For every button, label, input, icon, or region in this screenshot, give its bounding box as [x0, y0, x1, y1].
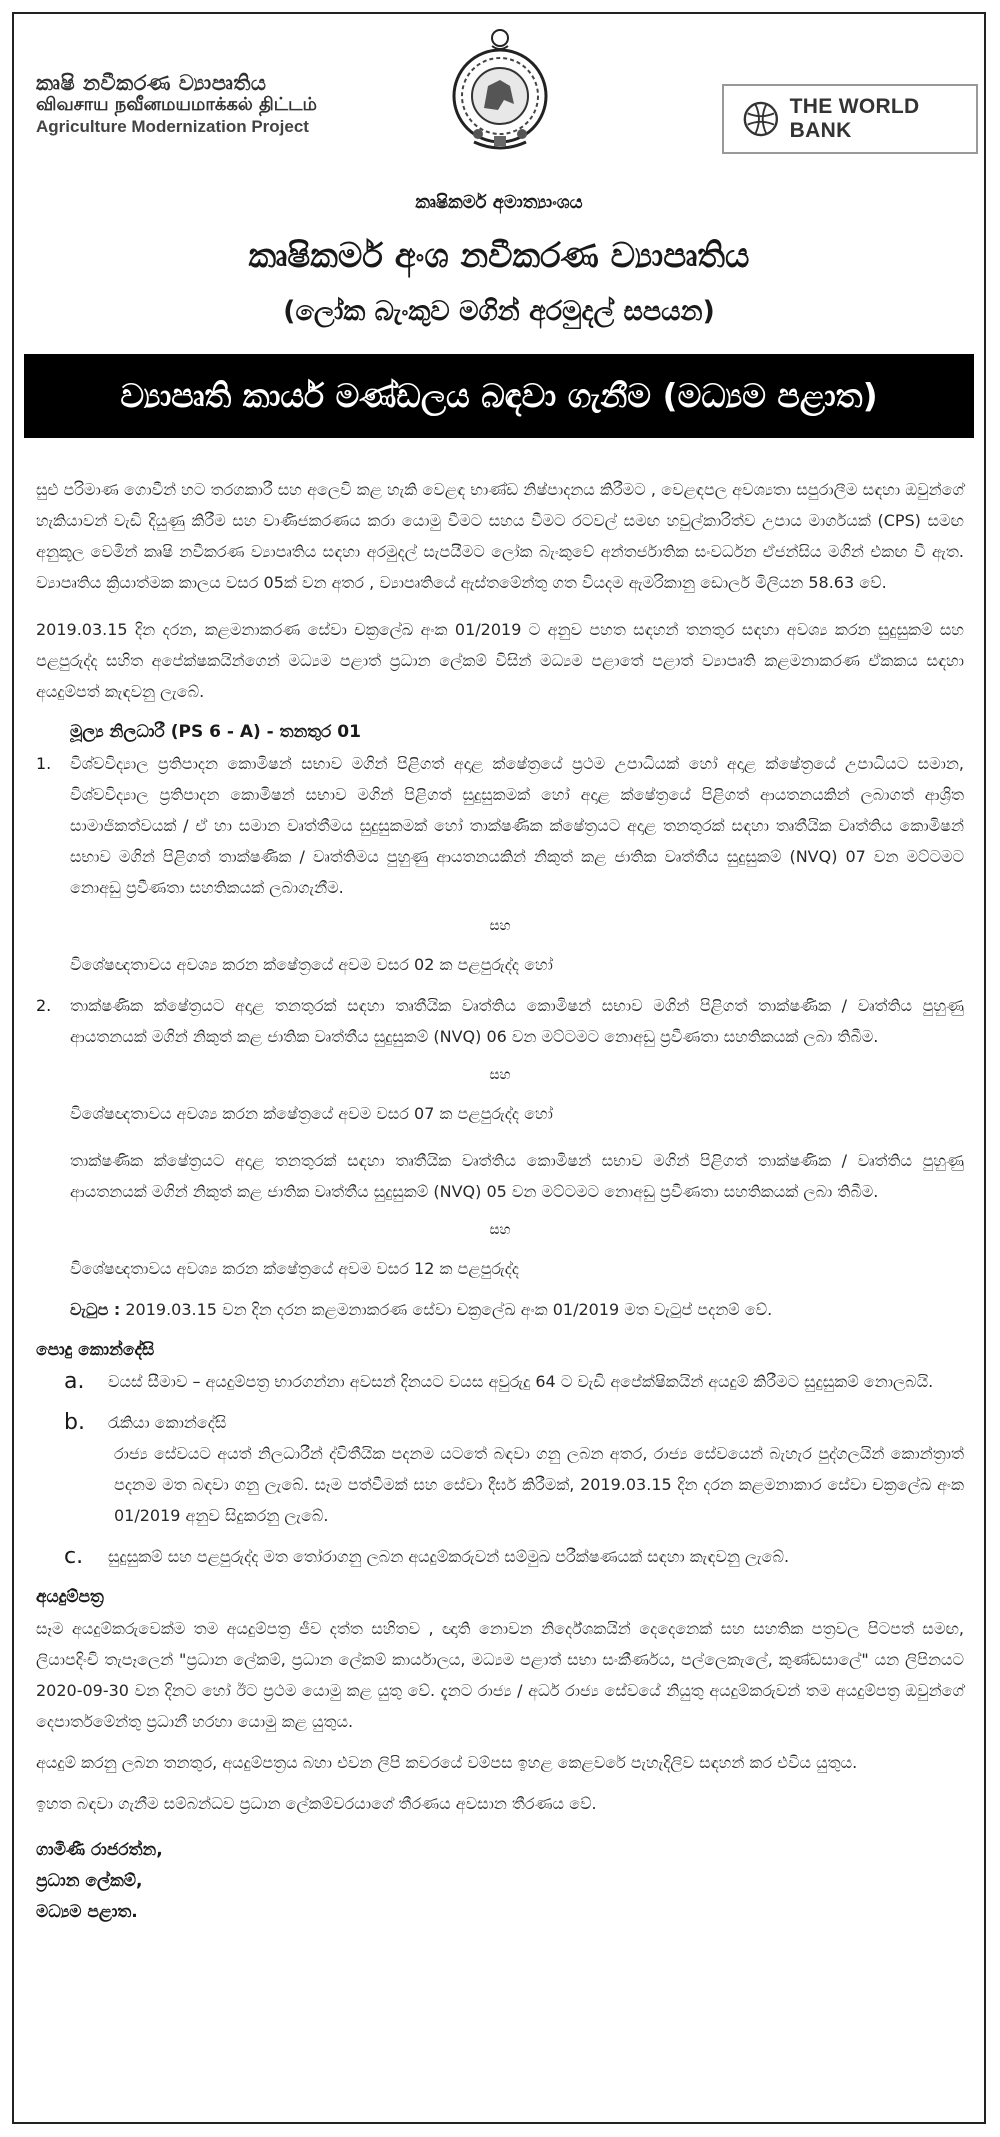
qualification-1	[36, 748, 964, 903]
experience-2: විශේෂඥතාවය අවශ්‍ය කරන ක්ෂේත්‍රයේ අවම වසර 07 ක පළපුරුද්ද හෝ	[70, 1104, 553, 1123]
application-paragraph-2: අයදුම් කරනු ලබන තනතුර, අයදුම්පත්‍රය බහා එවන ලිපි කවරයේ වම්පස ඉහළ කෙළවරේ පැහැදිලිව සඳහන් කර එවිය යුතුය.	[36, 1753, 858, 1772]
salary-label: වැටුප :	[70, 1300, 121, 1319]
and-separator: සහ	[489, 1222, 511, 1238]
condition-text: වයස් සීමාව – අයදුම්පත්‍ර භාරගන්නා අවසන් දිනයට වයස අවුරුදු 64 ට වැඩි අපේක්ෂිකයින් අයදුම් කිරීමට සුදුසුකම් නොලබයි.	[108, 1372, 934, 1391]
and-separator: සහ	[489, 1067, 511, 1083]
general-conditions-heading: පොදු කොන්දේසි	[36, 1340, 155, 1360]
recruitment-banner: ව්‍යාපෘති කාර්ය මණ්ඩලය බඳවා ගැනීම (මධ්‍යම පළාත)	[24, 354, 974, 438]
project-title: කෘෂිකර්ම අංශ නවීකරණ ව්‍යාපෘතිය	[248, 236, 750, 276]
condition-a	[36, 1366, 964, 1397]
sri-lanka-emblem-icon	[444, 24, 556, 159]
condition-b	[36, 1407, 964, 1438]
amp-logo-english: Agriculture Modernization Project	[36, 117, 309, 136]
experience-1: විශේෂඥතාවය අවශ්‍ය කරන ක්ෂේත්‍රයේ අවම වසර 02 ක පළපුරුද්ද හෝ	[70, 955, 553, 974]
intro-paragraph-2: 2019.03.15 දින දරන, කළමනාකරණ සේවා චක්‍රලේඛ අංක 01/2019 ට අනුව පහත සඳහන් තනතුර සඳහා අවශ්‍ය කරන සුදුසුකම් සහ පළපුරුද්ද සහිත අපේක්ෂකයින්ගෙන් මධ්‍යම පළාත් ප්‍රධාන ලේකම් විසින් මධ්‍යම පළාතේ පළාත් ව්‍යාපෘති කළමනාකරණ ඒකකය සඳහා අයදුම්පත් කැඳවනු ලැබේ.	[36, 620, 964, 701]
header	[14, 14, 984, 213]
condition-c	[36, 1541, 964, 1572]
condition-letter: a.	[64, 1369, 85, 1394]
qualification-number: 1.	[36, 754, 52, 773]
condition-text: සුදුසුකම් සහ පළපුරුද්ද මත තෝරාගනු ලබන අයදුම්කරුවන් සම්මුඛ පරීක්ෂණයක් සඳහා කැඳවනු ලැබේ.	[108, 1547, 790, 1566]
condition-title: රැකියා කොන්දේසි	[108, 1413, 227, 1432]
applications-heading: අයදුම්පත්‍ර	[36, 1587, 104, 1607]
position-heading: මූල්‍ය නිලධාරී (PS 6 - A) - තනතුර 01	[70, 722, 361, 742]
condition-b-text: රාජ්‍ය සේවයට අයත් නිලධාරීන් ද්විතීයික පදනම යටතේ බඳවා ගනු ලබන අතර, රාජ්‍ය සේවයෙන් බැහැර පුද්ගලයින් කොන්ත්‍රාත් පදනම මත බඳවා ගනු ලැබේ. සෑම පත්වීමක් සහ සේවා දීර්ඝ කිරීමක්, 2019.03.15 දින දරන කළමනාකාර සේවා චක්‍රලේඛ අංක 01/2019 අනුව සිදුකරනු ලැබේ.	[114, 1444, 964, 1525]
globe-icon	[742, 99, 780, 139]
and-separator: සහ	[489, 918, 511, 934]
qualification-text: විශ්වවිද්‍යාල ප්‍රතිපාදන කොමිෂන් සභාව මගින් පිළිගත් අදාළ ක්ෂේත්‍රයේ ප්‍රථම උපාධියක් හෝ අදාළ ක්ෂේත්‍රයේ උපාධියට සමාන, විශ්වවිද්‍යාල ප්‍රතිපාදන කොමිෂන් සභාව මගින් පිළිගත් සුදුසුකමක් හෝ අදාළ ක්ෂේත්‍රයේ පිළිගත් ආයතනයකින් ලබාගත් ආශ්‍රිත සාමාජිකත්වයක් / ඒ හා සමාන වෘත්තීමය සුදුසුකමක් හෝ තාක්ෂණික ක්ෂේත්‍රයට අදාළ තනතුරක් සඳහා තෘතීයික වෘත්තිය කොමිෂන් සභාව මගින් පිළිගත් තාක්ෂණික / වෘත්තිමය පුහුණු ආයතනයකින් නිකුත් කළ ජාතික වෘත්තීය සුදුසුකම් (NVQ) 07 වන මට්ටමට නොඅඩු ප්‍රවීණතා සහතිකයක් ලබාගැනීම.	[70, 754, 964, 897]
salary-text: 2019.03.15 වන දින දරන කළමනාකරණ සේවා චක්‍රලේඛ අංක 01/2019 මත වැටුප් පදනම් වේ.	[125, 1300, 773, 1319]
ministry-name: කෘෂිකර්ම අමාත්‍යාංශය	[415, 192, 583, 213]
amp-logo-sinhala: කෘෂි නවීකරණ ව්‍යාපෘතිය	[36, 71, 267, 95]
qualification-3: තාක්ෂණික ක්ෂේත්‍රයට අදාළ තනතුරක් සඳහා තෘතීයික වෘත්තිය කොමිෂන් සභාව මගින් පිළිගත් තාක්ෂණික / වෘත්තිය පුහුණු ආයතනයක් මගින් නිකුත් කළ ජාතික වෘත්තීය සුදුසුකම් (NVQ) 05 වන මට්ටමට නොඅඩු ප්‍රවීණතා සහතිකයක් ලබා තිබීම.	[70, 1151, 964, 1201]
application-paragraph-3: ඉහත බඳවා ගැනීම සම්බන්ධව ප්‍රධාන ලේකම්වරයාගේ තීරණය අවසාන තීරණය වේ.	[36, 1794, 597, 1813]
amp-logo-tamil: விவசாய நவீனமயமாக்கல் திட்டம்	[36, 94, 317, 115]
qualification-number: 2.	[36, 996, 52, 1015]
signoff-province: මධ්‍යම පළාත.	[36, 1902, 138, 1922]
signoff-title: ප්‍රධාන ලේකම්,	[36, 1871, 143, 1891]
application-paragraph-1: සෑම අයදුම්කරුවෙක්ම තම අයදුම්පත්‍ර ජීව දත්ත සහිතව , ඥාති නොවන නිර්දේශකයින් දෙදෙනෙක් සහ සහතික පත්‍රවල පිටපත් සමඟ, ලියාපදිංචි තැපෑලෙන් "ප්‍රධාන ලේකම්, ප්‍රධාන ලේකම් කාර්යාලය, මධ්‍යම පළාත් සභා සංකීර්ණය, පල්ලෙකැලේ, කුණ්ඩසාලේ" යන ලිපිනයට 2020-09-30 වන දිනට හෝ ඊට ප්‍රථම යොමු කළ යුතු වේ. දැනට රාජ්‍ය / අර්ධ රාජ්‍ය සේවයේ නියුතු අයදුම්කරුවන් තම අයදුම්පත්‍ර ඔවුන්ගේ දෙපාර්තමේන්තු ප්‍රධානී හරහා යොමු කළ යුතුය.	[36, 1619, 964, 1731]
intro-paragraph-1: සුළු පරිමාණ ගොවීන් හට තරගකාරී සහ අලෙවි කළ හැකි වෙළඳ භාණ්ඩ නිෂ්පාදනය කිරීමට , වෙළඳපල අවශ්‍යතා සපුරාලීම සඳහා ඔවුන්ගේ හැකියාවන් වැඩි දියුණු කිරීම සහ වාණිජකරණය කරා යොමු වීමට සහය වීමට රටවල් සමඟ හවුල්කාරිත්ව උපාය මාර්ගයක් (CPS) සමඟ අනුකූල වෙමින් කෘෂි නවීකරණ ව්‍යාපෘතිය සඳහා අරමුදල් සැපයීමට ලෝක බැංකුවේ අන්තර්ජාතික සංවර්ධන ඒජන්සිය මගින් එකඟ වී ඇත. ව්‍යාපෘතිය ක්‍රියාත්මක කාලය වසර 05ක් වන අතර , ව්‍යාපෘතියේ ඇස්තමේන්තු ගත වියදම ඇමරිකානු ඩොලර් මිලියන 58.63 වේ.	[36, 480, 964, 592]
advertisement-page	[12, 12, 986, 2124]
funding-note: (ලෝක බැංකුව මගින් අරමුදල් සපයන)	[283, 296, 715, 327]
world-bank-logo	[722, 84, 978, 154]
salary-line	[36, 1294, 964, 1325]
signoff-name: ගාමිණී රාජරත්න,	[36, 1840, 163, 1860]
world-bank-label: THE WORLD BANK	[789, 95, 920, 142]
advertisement-body	[36, 474, 964, 1928]
amp-logo	[36, 72, 336, 138]
experience-3: විශේෂඥතාවය අවශ්‍ය කරන ක්ෂේත්‍රයේ අවම වසර 12 ක පළපුරුද්ද	[70, 1259, 519, 1278]
condition-letter: b.	[64, 1410, 85, 1435]
qualification-text: තාක්ෂණික ක්ෂේත්‍රයට අදාළ තනතුරක් සඳහා තෘතීයික වෘත්තිය කොමිෂන් සභාව මගින් පිළිගත් තාක්ෂණික / වෘත්තිය පුහුණු ආයතනයක් මගින් නිකුත් කළ ජාතික වෘත්තීය සුදුසුකම් (NVQ) 06 වන මට්ටමට නොඅඩු ප්‍රවීණතා සහතිකයක් ලබා තිබීම.	[70, 996, 964, 1046]
qualification-2	[36, 990, 964, 1052]
condition-letter: c.	[64, 1544, 84, 1569]
